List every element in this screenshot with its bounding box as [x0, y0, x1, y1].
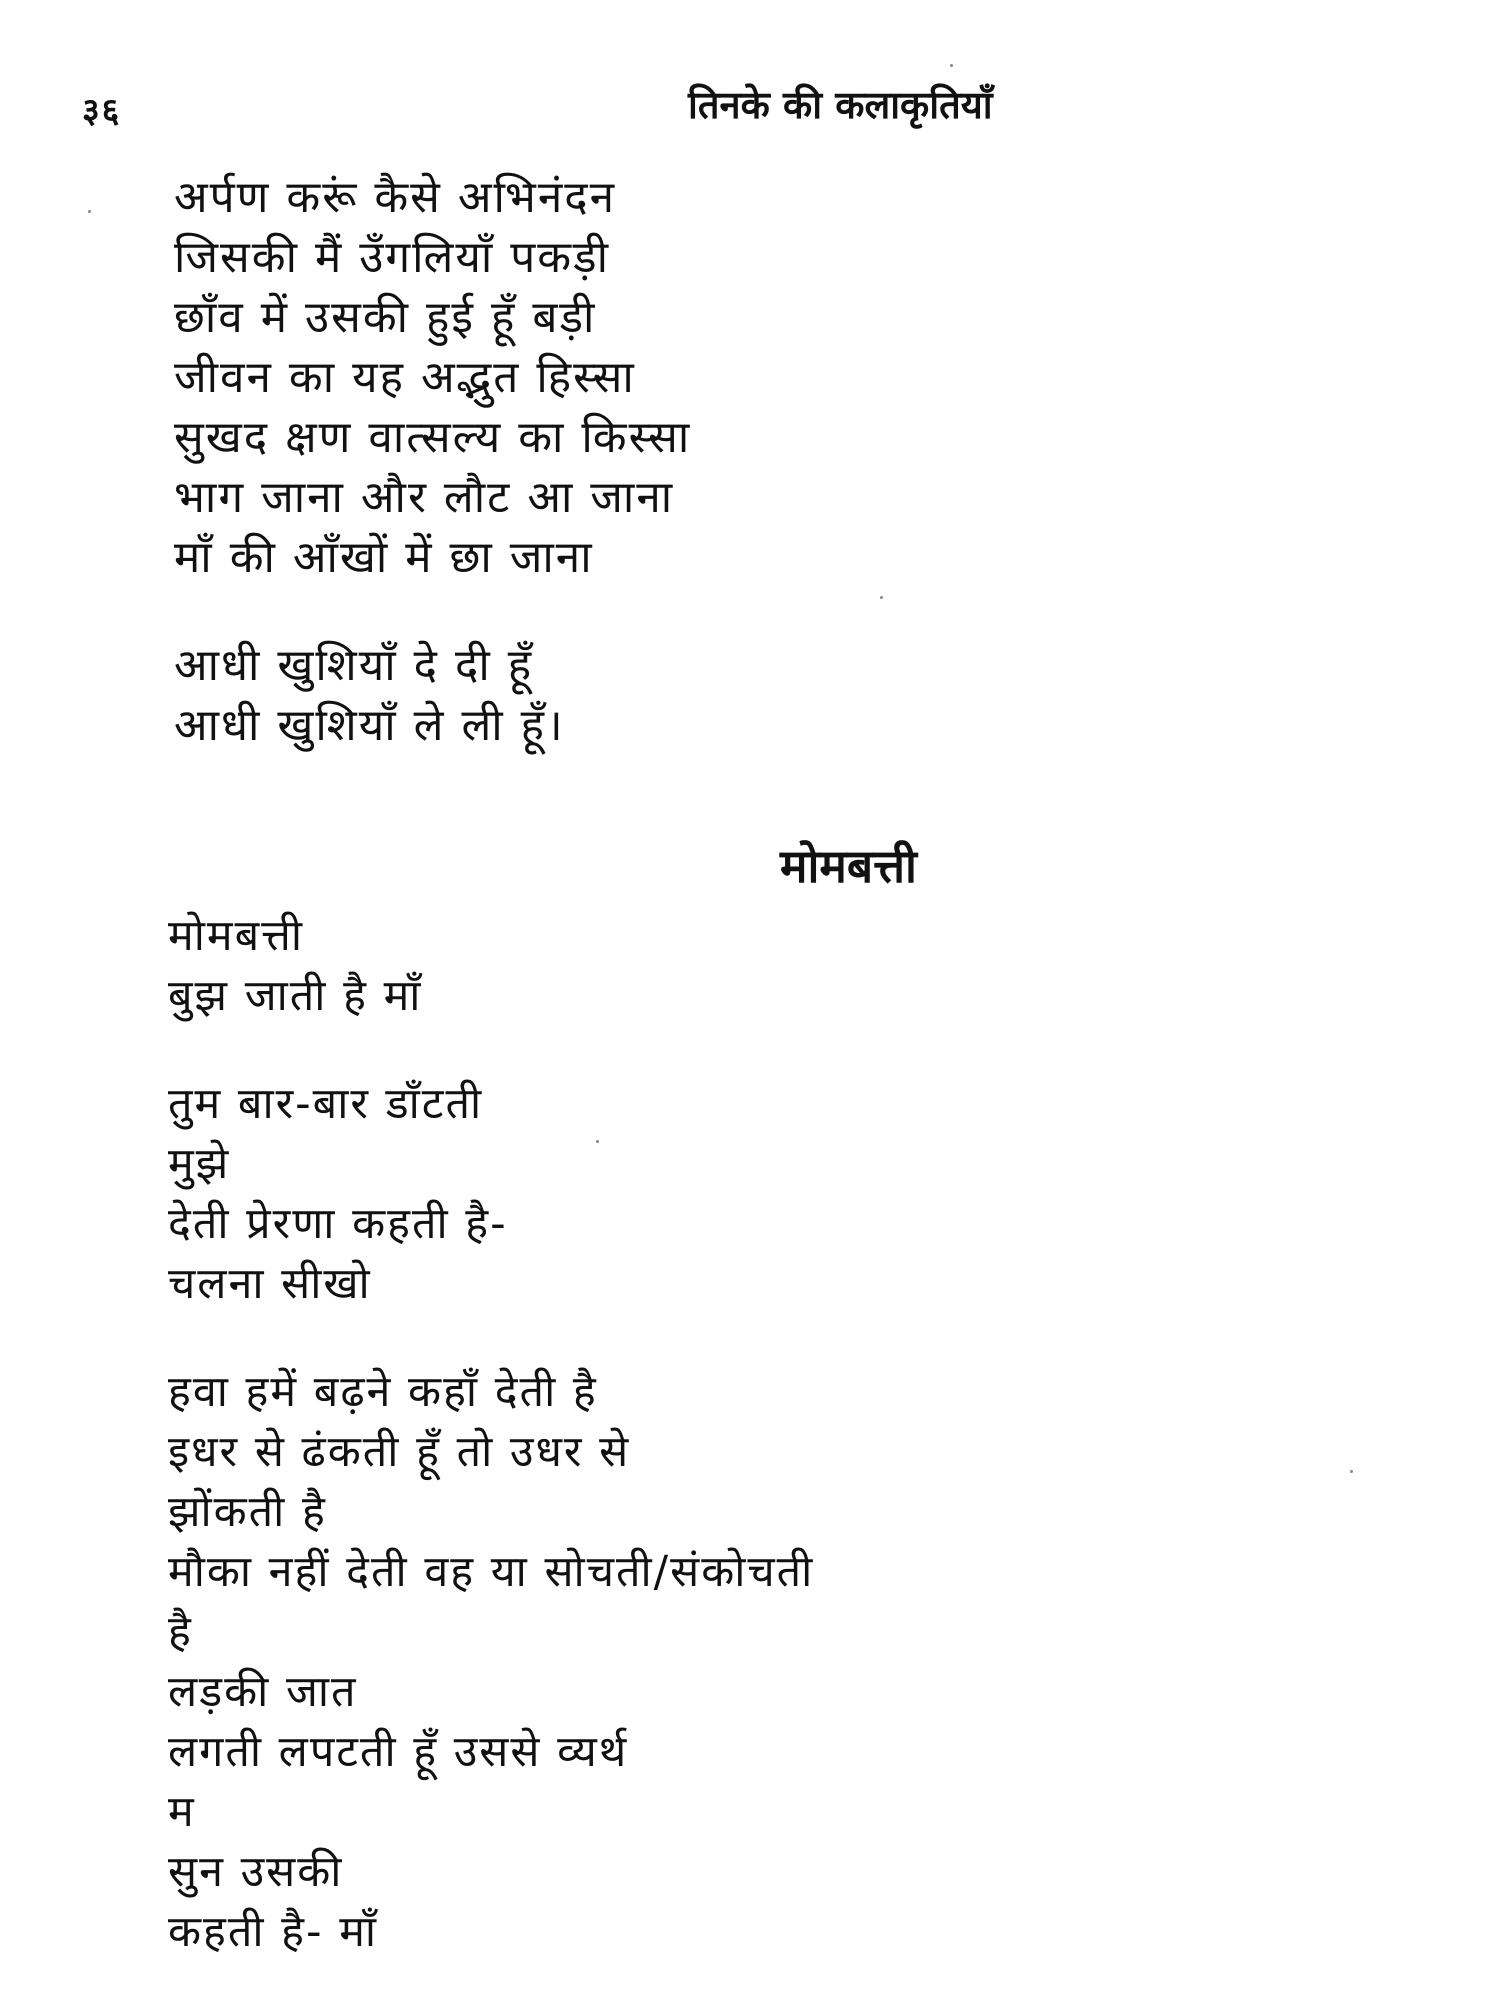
poem-1: [174, 168, 1374, 756]
stanza-gap: [174, 588, 1374, 636]
page-header: [0, 78, 1500, 138]
poem-line: हवा हमें बढ़ने कहाँ देती है: [168, 1367, 598, 1417]
poem-line: मोमबत्ती: [168, 911, 304, 961]
stanza: [168, 1074, 1418, 1314]
stanza: [174, 636, 1374, 756]
poem-line: सुन उसकी: [168, 1847, 344, 1897]
scan-speck: [1350, 1470, 1353, 1473]
stanza: [174, 168, 1374, 588]
stanza-gap: [168, 1026, 1418, 1074]
poem-line: लड़की जात: [168, 1667, 358, 1717]
poem-line: आधी खुशियाँ दे दी हूँ: [174, 640, 534, 691]
scan-speck: [880, 596, 883, 599]
stanza: [168, 906, 1418, 1026]
poem-line: देती प्रेरणा कहती है-: [168, 1199, 508, 1249]
poem-line: अर्पण करूं कैसे अभिनंदन: [174, 172, 617, 223]
poem-line: कहती है- माँ: [168, 1907, 379, 1957]
stanza-gap: [168, 1314, 1418, 1362]
poem-line: है: [168, 1607, 193, 1657]
poem-line: तुम बार-बार डाँटती: [168, 1079, 484, 1129]
poem-title: मोमबत्ती: [780, 839, 917, 893]
poem-line: मौका नहीं देती वह या सोचती/संकोचती: [168, 1547, 815, 1597]
poem-line: छाँव में उसकी हुई हूँ बड़ी: [174, 292, 597, 343]
stanza: [168, 1362, 1418, 1962]
poem-line: म: [168, 1787, 196, 1837]
poem-line: बुझ जाती है माँ: [168, 971, 423, 1021]
poem-line: आधी खुशियाँ ले ली हूँ।: [174, 700, 565, 751]
poem-line: चलना सीखो: [168, 1259, 372, 1309]
poem-line: झोंकती है: [168, 1487, 327, 1537]
poem-line: मुझे: [168, 1139, 231, 1189]
poem-line: माँ की आँखों में छा जाना: [174, 532, 594, 583]
poem-line: जिसकी मैं उँगलियाँ पकड़ी: [174, 232, 610, 283]
scan-speck: [950, 64, 953, 67]
poem-line: जीवन का यह अद्भुत हिस्सा: [174, 352, 636, 403]
poem-line: सुखद क्षण वात्सल्य का किस्सा: [174, 412, 692, 463]
poem-2: [168, 906, 1418, 1962]
scan-speck: [596, 1140, 599, 1143]
running-title: तिनके की कलाकृतियाँ: [688, 83, 993, 127]
page-number: ३६: [82, 91, 122, 131]
poem-line: इधर से ढंकती हूँ तो उधर से: [168, 1427, 631, 1477]
poem-line: भाग जाना और लौट आ जाना: [174, 472, 675, 523]
poem-line: लगती लपटती हूँ उससे व्यर्थ: [168, 1727, 629, 1777]
scan-speck: [88, 210, 91, 213]
